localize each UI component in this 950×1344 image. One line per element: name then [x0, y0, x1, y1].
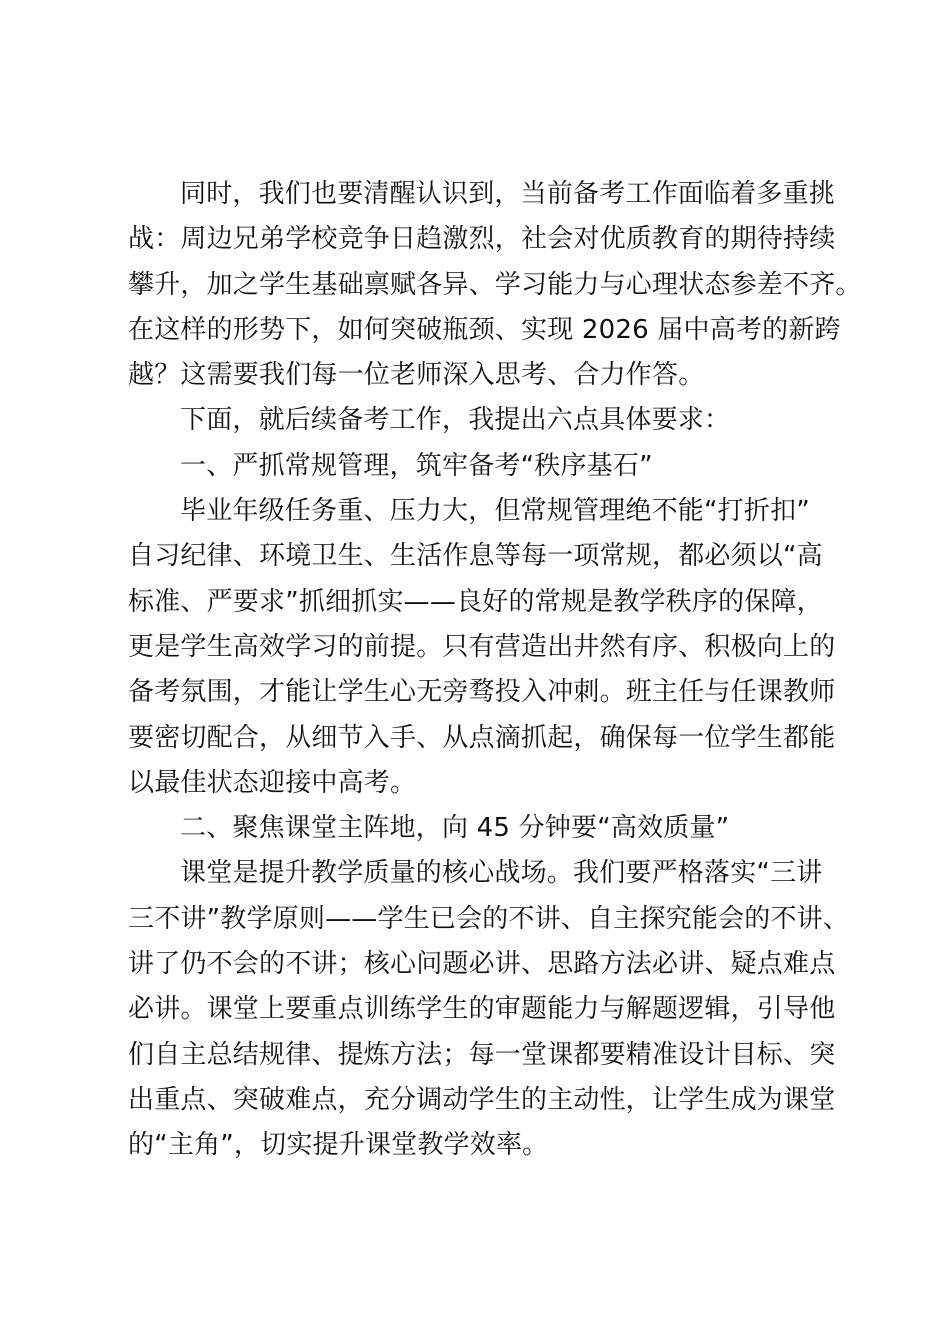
paragraph-line: 们自主总结规律、提炼方法；每一堂课都要精准设计目标、突 [128, 1039, 836, 1070]
paragraph-first-line: 下面，就后续备考工作，我提出六点具体要求： [180, 405, 731, 436]
paragraph-line: 必讲。课堂上要重点训练学生的审题能力与解题逻辑，引导他 [128, 994, 836, 1025]
paragraph-first-line: 一、严抓常规管理，筑牢备考“秩序基石” [180, 450, 653, 481]
paragraph-line: 越？这需要我们每一位老师深入思考、合力作答。 [128, 360, 705, 391]
paragraph-line: 以最佳状态迎接中高考。 [128, 767, 417, 798]
paragraph-first-line: 毕业年级任务重、压力大，但常规管理绝不能“打折扣” [180, 496, 810, 527]
paragraph-first-line: 二、聚焦课堂主阵地，向 45 分钟要“高效质量” [180, 813, 730, 844]
paragraph-line: 在这样的形势下，如何突破瓶颈、实现 2026 届中高考的新跨 [128, 314, 841, 345]
paragraph-line: 攀升，加之学生基础禀赋各异、学习能力与心理状态参差不齐。 [128, 269, 862, 300]
paragraph-line: 备考氛围，才能让学生心无旁骛投入冲刺。班主任与任课教师 [128, 677, 836, 708]
document-body [128, 172, 862, 1169]
paragraph-line: 战：周边兄弟学校竞争日趋激烈，社会对优质教育的期待持续 [128, 224, 836, 255]
paragraph-first-line: 课堂是提升教学质量的核心战场。我们要严格落实“三讲 [180, 858, 823, 889]
paragraph-line: 三不讲”教学原则——学生已会的不讲、自主探究能会的不讲、 [128, 903, 850, 934]
paragraph-line: 标准、严要求”抓细抓实——良好的常规是教学秩序的保障， [128, 586, 823, 617]
paragraph-line: 更是学生高效学习的前提。只有营造出井然有序、积极向上的 [128, 631, 836, 662]
paragraph-first-line: 同时，我们也要清醒认识到，当前备考工作面临着多重挑 [180, 179, 836, 209]
paragraph-line: 要密切配合，从细节入手、从点滴抓起，确保每一位学生都能 [128, 722, 836, 753]
paragraph-line: 讲了仍不会的不讲；核心问题必讲、思路方法必讲、疑点难点 [128, 949, 836, 980]
paragraph-line: 自习纪律、环境卫生、生活作息等每一项常规，都必须以“高 [128, 541, 823, 572]
paragraph-line: 出重点、突破难点，充分调动学生的主动性，让学生成为课堂 [128, 1084, 836, 1115]
paragraph-line: 的“主角”，切实提升课堂教学效率。 [128, 1130, 549, 1161]
